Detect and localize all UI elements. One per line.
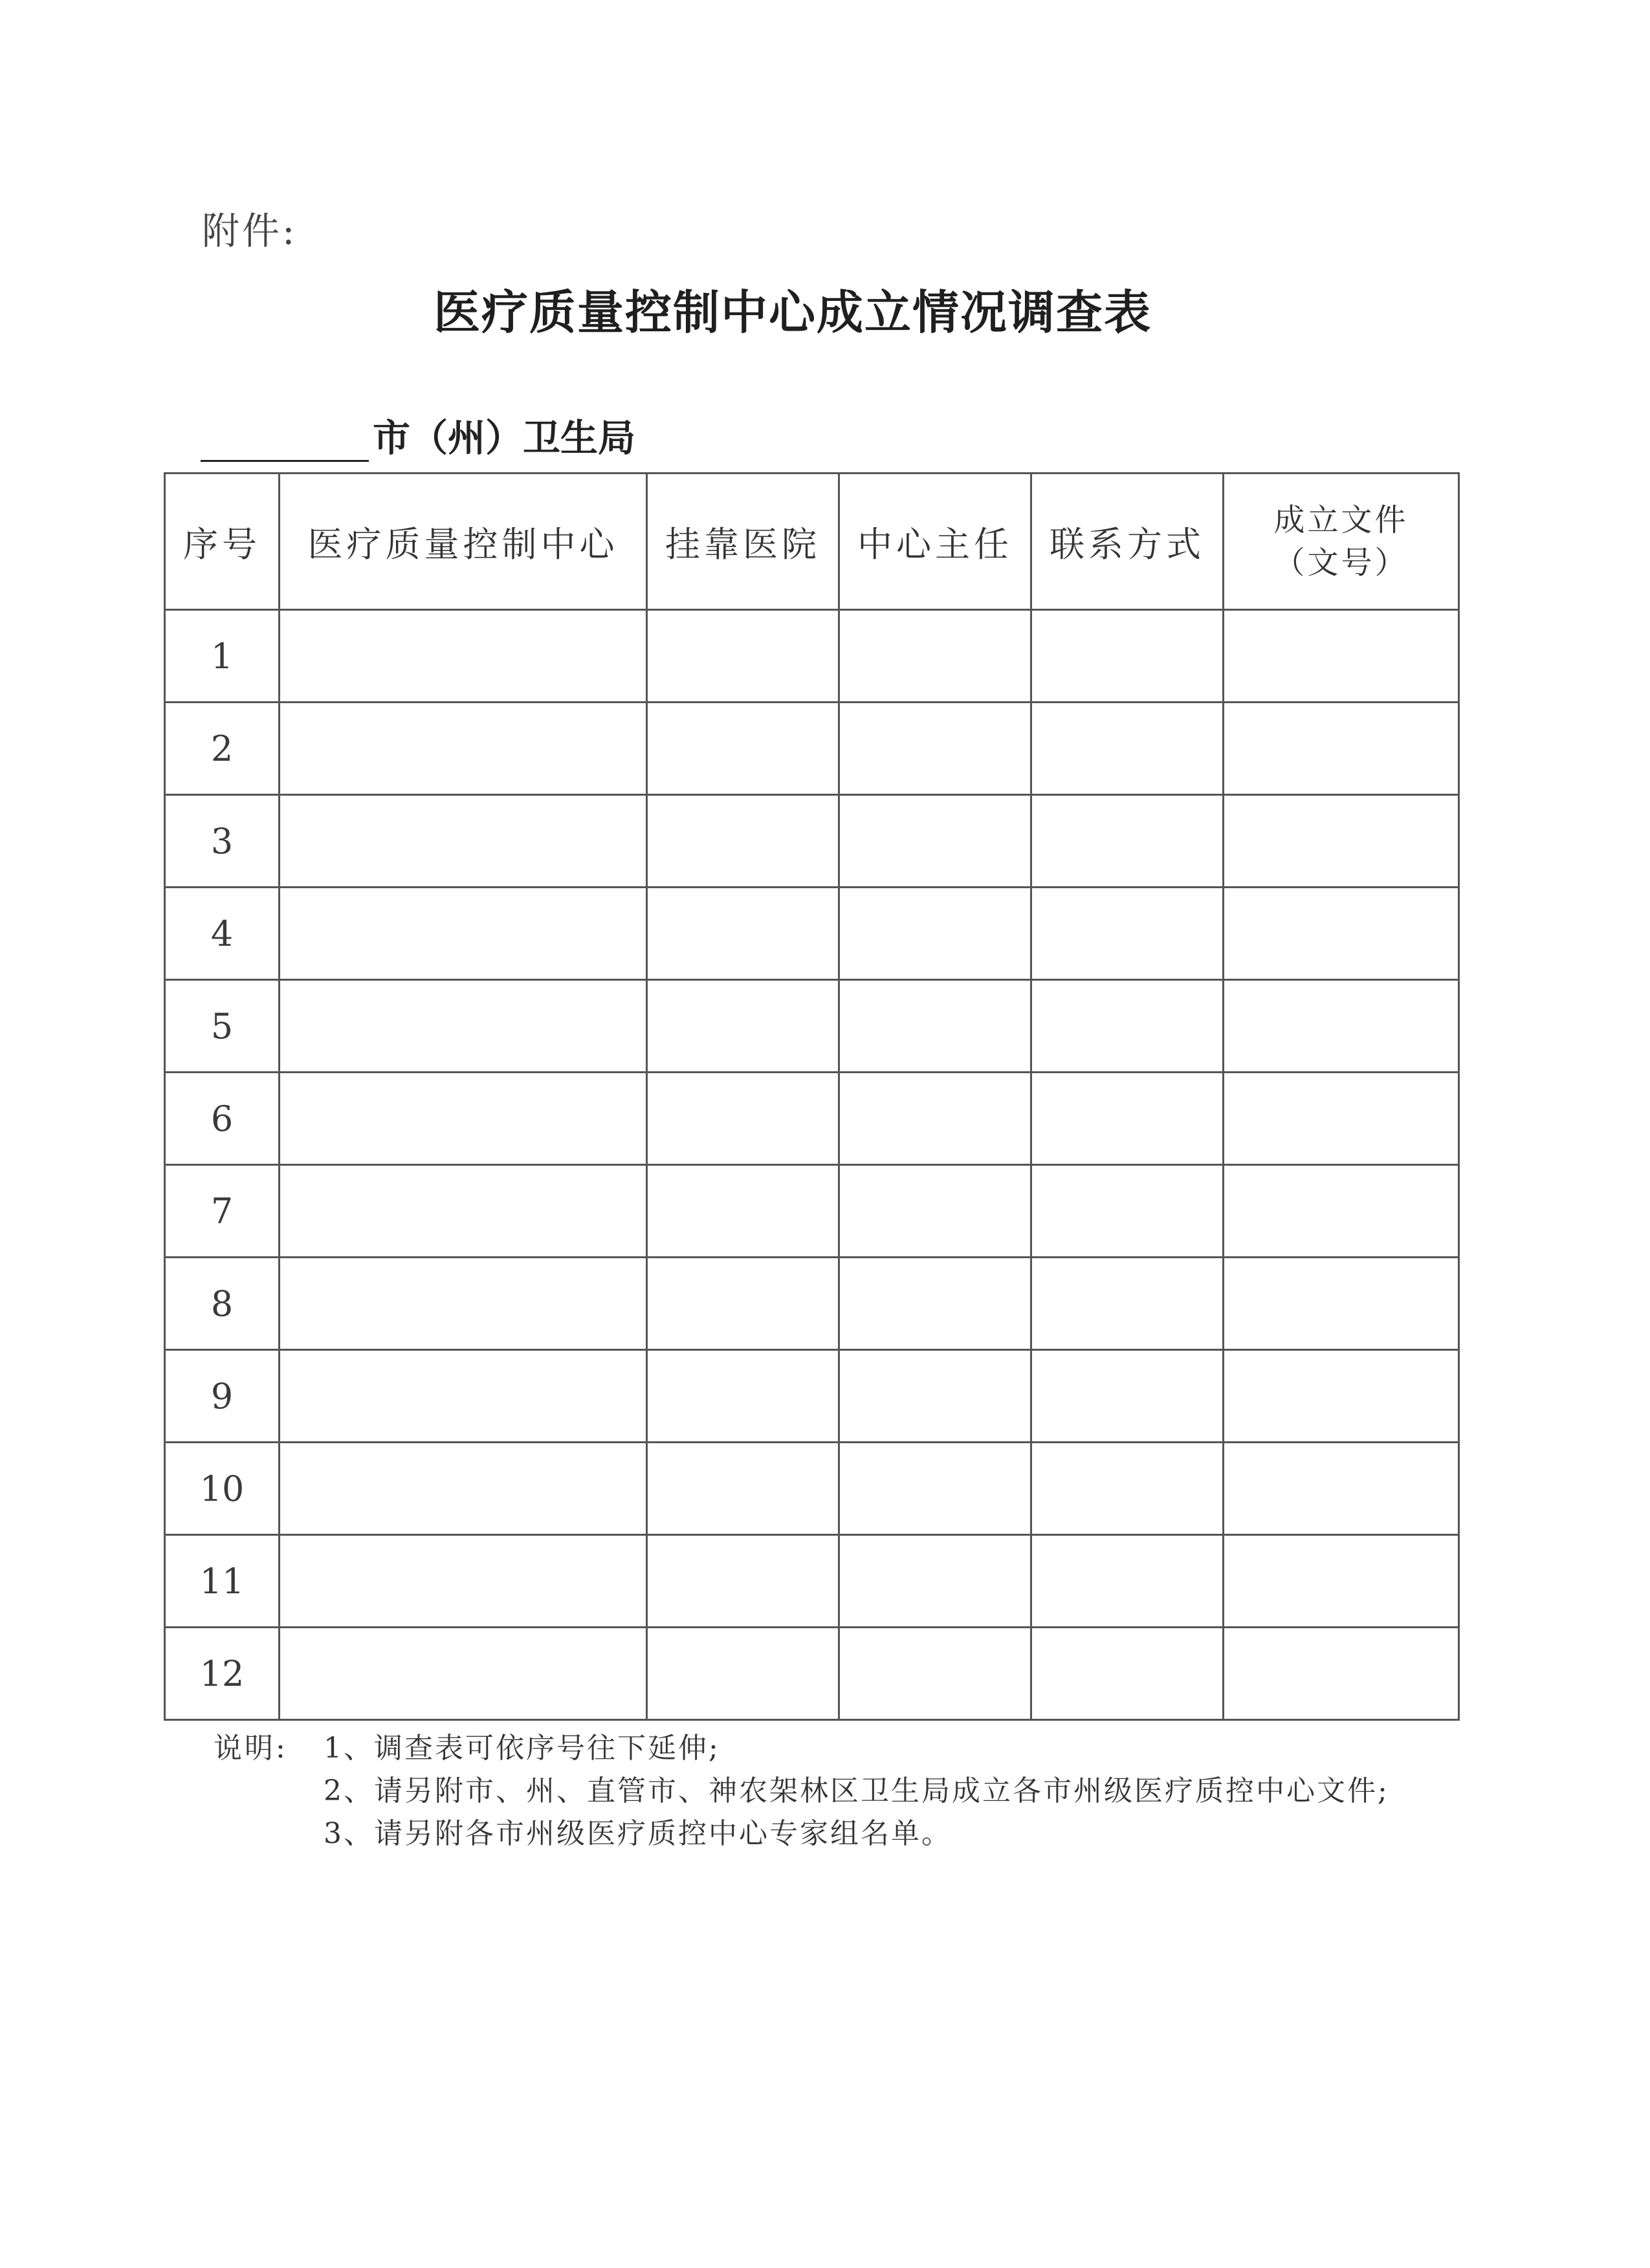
table-row	[165, 610, 1459, 703]
cell-center-director[interactable]	[839, 1628, 1031, 1720]
cell-establishment-document[interactable]	[1224, 1628, 1459, 1720]
cell-establishment-document[interactable]	[1224, 1073, 1459, 1165]
cell-contact-info[interactable]	[1031, 1073, 1224, 1165]
cell-affiliated-hospital[interactable]	[647, 888, 839, 980]
row-serial-number: 1	[165, 610, 280, 703]
cell-affiliated-hospital[interactable]	[647, 980, 839, 1073]
header-contact-info: 联系方式	[1031, 474, 1224, 610]
cell-quality-control-center[interactable]	[280, 1165, 647, 1258]
cell-affiliated-hospital[interactable]	[647, 1535, 839, 1628]
cell-contact-info[interactable]	[1031, 1443, 1224, 1535]
cell-affiliated-hospital[interactable]	[647, 1350, 839, 1443]
row-serial-number: 12	[165, 1628, 280, 1720]
cell-quality-control-center[interactable]	[280, 888, 647, 980]
cell-quality-control-center[interactable]	[280, 1350, 647, 1443]
table-row	[165, 703, 1459, 795]
table-row	[165, 1350, 1459, 1443]
page-title: 医疗质量控制中心成立情况调查表	[433, 285, 1152, 340]
row-serial-number: 5	[165, 980, 280, 1073]
cell-affiliated-hospital[interactable]	[647, 1073, 839, 1165]
row-serial-number: 9	[165, 1350, 280, 1443]
cell-quality-control-center[interactable]	[280, 1443, 647, 1535]
notes-items	[324, 1727, 1436, 1855]
table-row	[165, 888, 1459, 980]
cell-establishment-document[interactable]	[1224, 980, 1459, 1073]
cell-affiliated-hospital[interactable]	[647, 703, 839, 795]
cell-contact-info[interactable]	[1031, 1350, 1224, 1443]
header-affiliated-hospital: 挂靠医院	[647, 474, 839, 610]
cell-affiliated-hospital[interactable]	[647, 1628, 839, 1720]
cell-center-director[interactable]	[839, 888, 1031, 980]
cell-center-director[interactable]	[839, 1443, 1031, 1535]
cell-contact-info[interactable]	[1031, 610, 1224, 703]
cell-contact-info[interactable]	[1031, 795, 1224, 888]
table-header-row	[165, 474, 1459, 610]
cell-quality-control-center[interactable]	[280, 980, 647, 1073]
table-row	[165, 1628, 1459, 1720]
table-body	[165, 610, 1459, 1720]
row-serial-number: 2	[165, 703, 280, 795]
note-item: 2、请另附市、州、直管市、神农架林区卫生局成立各市州级医疗质控中心文件;	[324, 1774, 1389, 1807]
note-item: 3、请另附各市州级医疗质控中心专家组名单。	[324, 1817, 952, 1850]
row-serial-number: 6	[165, 1073, 280, 1165]
row-serial-number: 4	[165, 888, 280, 980]
header-serial-number: 序号	[165, 474, 280, 610]
bureau-name-blank[interactable]	[201, 420, 369, 462]
table-row	[165, 1443, 1459, 1535]
table-row	[165, 795, 1459, 888]
table-row	[165, 1258, 1459, 1350]
cell-contact-info[interactable]	[1031, 980, 1224, 1073]
cell-establishment-document[interactable]	[1224, 1535, 1459, 1628]
header-establishment-document: 成立文件 （文号）	[1224, 474, 1459, 610]
cell-quality-control-center[interactable]	[280, 795, 647, 888]
cell-contact-info[interactable]	[1031, 1258, 1224, 1350]
cell-establishment-document[interactable]	[1224, 703, 1459, 795]
cell-center-director[interactable]	[839, 1258, 1031, 1350]
attachment-label: 附件:	[202, 209, 298, 253]
cell-quality-control-center[interactable]	[280, 610, 647, 703]
cell-quality-control-center[interactable]	[280, 1628, 647, 1720]
cell-contact-info[interactable]	[1031, 703, 1224, 795]
cell-quality-control-center[interactable]	[280, 703, 647, 795]
table-row	[165, 1165, 1459, 1258]
cell-center-director[interactable]	[839, 1350, 1031, 1443]
cell-contact-info[interactable]	[1031, 888, 1224, 980]
header-document-number-sub: （文号）	[1273, 545, 1409, 581]
cell-establishment-document[interactable]	[1224, 1350, 1459, 1443]
bureau-line	[201, 408, 635, 459]
cell-center-director[interactable]	[839, 610, 1031, 703]
header-quality-control-center: 医疗质量控制中心	[280, 474, 647, 610]
cell-affiliated-hospital[interactable]	[647, 1443, 839, 1535]
cell-affiliated-hospital[interactable]	[647, 1165, 839, 1258]
cell-quality-control-center[interactable]	[280, 1073, 647, 1165]
row-serial-number: 3	[165, 795, 280, 888]
row-serial-number: 8	[165, 1258, 280, 1350]
cell-quality-control-center[interactable]	[280, 1258, 647, 1350]
table-row	[165, 1535, 1459, 1628]
survey-table	[164, 472, 1460, 1721]
cell-contact-info[interactable]	[1031, 1165, 1224, 1258]
cell-affiliated-hospital[interactable]	[647, 610, 839, 703]
table-row	[165, 980, 1459, 1073]
table-row	[165, 1073, 1459, 1165]
cell-affiliated-hospital[interactable]	[647, 795, 839, 888]
cell-center-director[interactable]	[839, 703, 1031, 795]
cell-center-director[interactable]	[839, 1073, 1031, 1165]
cell-establishment-document[interactable]	[1224, 795, 1459, 888]
cell-establishment-document[interactable]	[1224, 1258, 1459, 1350]
cell-establishment-document[interactable]	[1224, 1165, 1459, 1258]
cell-contact-info[interactable]	[1031, 1535, 1224, 1628]
cell-establishment-document[interactable]	[1224, 610, 1459, 703]
row-serial-number: 7	[165, 1165, 280, 1258]
cell-affiliated-hospital[interactable]	[647, 1258, 839, 1350]
header-center-director: 中心主任	[839, 474, 1031, 610]
row-serial-number: 11	[165, 1535, 280, 1628]
cell-center-director[interactable]	[839, 980, 1031, 1073]
cell-quality-control-center[interactable]	[280, 1535, 647, 1628]
cell-center-director[interactable]	[839, 1165, 1031, 1258]
note-item: 1、调查表可依序号往下延伸;	[324, 1732, 720, 1765]
cell-establishment-document[interactable]	[1224, 1443, 1459, 1535]
cell-center-director[interactable]	[839, 795, 1031, 888]
cell-establishment-document[interactable]	[1224, 888, 1459, 980]
cell-center-director[interactable]	[839, 1535, 1031, 1628]
row-serial-number: 10	[165, 1443, 280, 1535]
cell-contact-info[interactable]	[1031, 1628, 1224, 1720]
bureau-suffix: 市（州）卫生局	[373, 416, 636, 460]
notes-label: 说明:	[214, 1732, 288, 1765]
